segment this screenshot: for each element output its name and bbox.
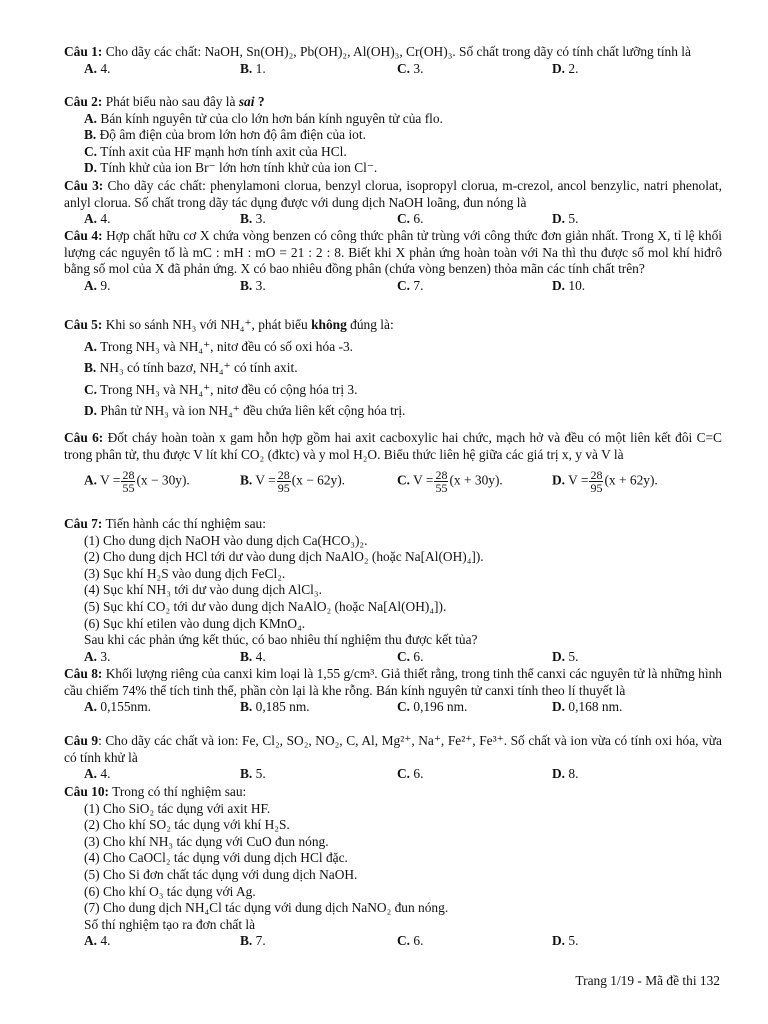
statement-b: B. NH₃ có tính bazơ, NH₄⁺ có tính axit. — [84, 360, 298, 375]
option-c: C. 3. — [397, 60, 424, 76]
statement-c: C. Tính axit của HF mạnh hơn tính axit của HCl. — [84, 143, 347, 159]
option-a: A. 9. — [84, 277, 111, 293]
option-a: A. 4. — [84, 60, 111, 76]
experiment-item: (3) Cho khí NH₃ tác dụng với CuO đun nóng. — [84, 833, 329, 849]
option-a: A. 0,155nm. — [84, 699, 151, 715]
experiment-item: (5) Cho Si đơn chất tác dụng với dung dịch NaOH. — [84, 866, 358, 882]
question-4 — [64, 228, 722, 294]
option-d: D. V = $\frac{28}{95}$ (x + 62y). — [552, 468, 658, 496]
statement-d: D. Tính khử của ion Br⁻ lớn hơn tính khử của ion Cl⁻. — [84, 160, 378, 176]
option-a: A. 4. — [84, 766, 111, 782]
question-6 — [64, 430, 722, 497]
experiment-item: (6) Cho khí O₃ tác dụng với Ag. — [84, 883, 256, 899]
question-prompt: Số thí nghiệm tạo ra đơn chất là — [84, 916, 256, 932]
option-d: D. 8. — [552, 766, 579, 782]
question-10 — [64, 784, 722, 950]
option-b: B. 7. — [240, 933, 266, 949]
option-b: B. 0,185 nm. — [240, 699, 310, 715]
answer-options — [64, 766, 722, 783]
experiment-item: (5) Sục khí CO₂ tới dư vào dung dịch NaAlO₂ (hoặc Na[Al(OH)₄]). — [84, 598, 447, 614]
question-5: Câu 5: Khi so sánh NH₃ với NH₄⁺, phát biểu không đúng là: A. Trong NH₃ và NH₄⁺, nitơ đều có số oxi hóa -3. B. NH₃ có tính bazơ, NH₄⁺ có tính axit. C. Trong NH₃ và NH₄⁺, nitơ đều có cộng hóa trị 3. D. Phân tử NH₃ và ion NH₄⁺ đều chứa liên kết cộng hóa trị. — [64, 314, 722, 422]
option-b: B. 1. — [240, 60, 266, 76]
question-label: Câu 7: — [64, 516, 103, 531]
option-c: C. 0,196 nm. — [397, 699, 468, 715]
option-c: C. V = $\frac{28}{55}$ (x + 30y). — [397, 468, 503, 496]
question-text: : Cho dãy các chất và ion: Fe, Cl₂, SO₂, NO₂, C, Al, Mg²⁺, Na⁺, Fe²⁺, Fe³⁺. Số chất và ion vừa có tính oxi hóa, vừa có tính khử là — [64, 733, 722, 765]
experiment-item: (4) Sục khí NH₃ tới dư vào dung dịch AlCl₃. — [84, 582, 322, 598]
option-c: C. 6. — [397, 933, 424, 949]
option-c: C. 6. — [397, 211, 424, 227]
option-a: A. 3. — [84, 648, 111, 664]
experiment-item: (1) Cho dung dịch NaOH vào dung dịch Ca(HCO₃)₂. — [84, 532, 368, 548]
experiment-item: (4) Cho CaOCl₂ tác dụng với dung dịch HCl đặc. — [84, 850, 348, 866]
statement-b: B. Độ âm điện của brom lớn hơn độ âm điện của iot. — [84, 127, 366, 143]
question-text: Hợp chất hữu cơ X chứa vòng benzen có công thức phân tử trùng với công thức đơn giản nhất. Trong X, tỉ lệ khối lượng các nguyên tố là mC : mH : mO = 21 : 2 : 8. Biết khi X phản ứng hoàn toàn với Na thì thu được số mol khí hiđrô bằng số mol của X đã phản ứng. X có bao nhiêu đồng phân (chứa vòng benzen) thỏa mãn các tính chất trên? — [64, 228, 722, 277]
option-d: D. 2. — [552, 60, 579, 76]
question-prompt: Sau khi các phản ứng kết thúc, có bao nhiêu thí nghiệm thu được kết tủa? — [84, 632, 478, 648]
question-label: Câu 3: — [64, 178, 104, 193]
question-text: Phát biểu nào sau đây là — [105, 94, 236, 109]
answer-options — [64, 933, 722, 950]
question-7 — [64, 516, 722, 665]
question-text: Khối lượng riêng của canxi kim loại là 1,55 g/cm³. Giả thiết rằng, trong tinh thể canxi các nguyên tử là những hình cầu chiếm 74% thể tích tinh thể, phần còn lại là khe rỗng. Bán kính nguyên tử canxi tính theo lí thuyết là — [64, 666, 722, 698]
question-2: Câu 2: Phát biểu nào sau đây là sai ? A. Bán kính nguyên tử của clo lớn hơn bán kính nguyên tử của flo. B. Độ âm điện của brom lớn hơn độ âm điện của iot. C. Tính axit của HF mạnh hơn tính axit của HCl. D. Tính khử của ion Br⁻ lớn hơn tính khử của ion Cl⁻. — [64, 94, 722, 177]
option-d: D. 5. — [552, 648, 579, 664]
answer-options — [64, 699, 722, 716]
question-label: Câu 10: — [64, 784, 110, 799]
statement-a: A. Trong NH₃ và NH₄⁺, nitơ đều có số oxi hóa -3. — [84, 338, 353, 354]
experiment-item: (2) Cho khí SO₂ tác dụng với khí H₂S. — [84, 817, 290, 833]
option-d: D. 10. — [552, 277, 586, 293]
question-8 — [64, 666, 722, 716]
option-a: A. V = $\frac{28}{55}$ (x − 30y). — [84, 468, 190, 496]
option-c: C. 7. — [397, 277, 424, 293]
option-d: D. 0,168 nm. — [552, 699, 623, 715]
answer-options — [64, 278, 722, 295]
statement-d: D. Phân tử NH₃ và ion NH₄⁺ đều chứa liên kết cộng hóa trị. — [84, 403, 406, 418]
question-emphasis: không — [311, 317, 347, 332]
option-c: C. 6. — [397, 648, 424, 664]
question-text: Cho dãy các chất: phenylamoni clorua, benzyl clorua, isopropyl clorua, m-crezol, ancol benzylic, natri phenolat, anlyl clorua. Số chất trong dãy tác dụng được với dung dịch NaOH loãng, đun nóng là — [64, 178, 722, 210]
question-label: Câu 6: — [64, 430, 104, 445]
question-emphasis: sai — [238, 94, 255, 109]
experiment-item: (2) Cho dung dịch HCl tới dư vào dung dịch NaAlO₂ (hoặc Na[Al(OH)₄]). — [84, 549, 484, 565]
question-label: Câu 8: — [64, 666, 103, 681]
question-label: Câu 1: — [64, 44, 103, 59]
question-text: Tiến hành các thí nghiệm sau: — [105, 516, 266, 531]
option-b: B. 3. — [240, 211, 266, 227]
experiment-item: (3) Sục khí H₂S vào dung dịch FeCl₂. — [84, 565, 286, 581]
question-text: Trong có thí nghiệm sau: — [112, 784, 247, 799]
answer-options — [64, 649, 722, 666]
option-b: B. V = $\frac{28}{95}$ (x − 62y). — [240, 468, 346, 496]
option-b: B. 5. — [240, 766, 266, 782]
question-label: Câu 9 — [64, 733, 99, 748]
experiment-item: (1) Cho SiO₂ tác dụng với axit HF. — [84, 800, 271, 816]
option-d: D. 5. — [552, 211, 579, 227]
option-c: C. 6. — [397, 766, 424, 782]
question-9 — [64, 733, 722, 783]
option-b: B. 3. — [240, 277, 266, 293]
option-d: D. 5. — [552, 933, 579, 949]
question-label: Câu 5: — [64, 317, 103, 332]
answer-options — [64, 463, 722, 497]
answer-options — [64, 211, 722, 228]
experiment-item: (7) Cho dung dịch NH₄Cl tác dụng với dung dịch NaNO₂ đun nóng. — [84, 900, 449, 916]
answer-options — [64, 61, 722, 78]
question-text: Đốt cháy hoàn toàn x gam hỗn hợp gồm hai axit cacboxylic hai chức, mạch hở và đều có một liên kết đôi C=C trong phân tử, thu được V lít khí CO₂ (đktc) và y mol H₂O. Biểu thức liên hệ giữa các giá trị x, y và V là — [64, 430, 722, 462]
option-a: A. 4. — [84, 211, 111, 227]
statement-a: A. Bán kính nguyên tử của clo lớn hơn bán kính nguyên tử của flo. — [84, 110, 443, 126]
question-text: Cho dãy các chất: NaOH, Sn(OH)₂, Pb(OH)₂, Al(OH)₃, Cr(OH)₃. Số chất trong dãy có tính chất lưỡng tính là — [105, 44, 691, 59]
question-label: Câu 4: — [64, 228, 103, 243]
question-label: Câu 2: — [64, 94, 103, 109]
experiment-item: (6) Sục khí etilen vào dung dịch KMnO₄. — [84, 615, 306, 631]
page-footer: Trang 1/19 - Mã đề thi 132 — [575, 973, 720, 988]
option-b: B. 4. — [240, 648, 266, 664]
question-text: Khi so sánh NH₃ với NH₄⁺, phát biểu — [105, 317, 308, 332]
statement-c: C. Trong NH₃ và NH₄⁺, nitơ đều có cộng hóa trị 3. — [84, 381, 358, 397]
option-a: A. 4. — [84, 933, 111, 949]
question-1 — [64, 44, 722, 77]
question-3 — [64, 178, 722, 228]
